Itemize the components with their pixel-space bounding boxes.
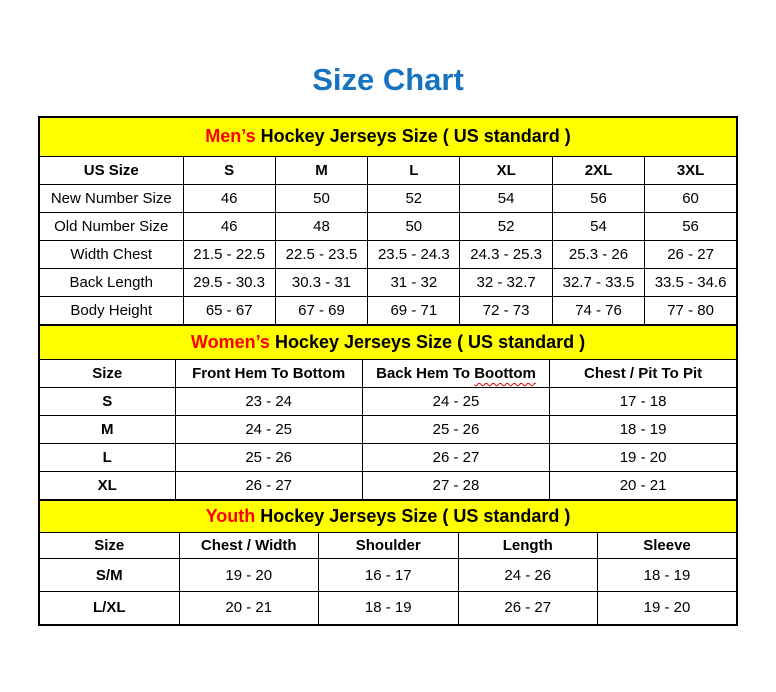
mens-banner-highlight: Men’s (205, 126, 256, 147)
mens-header-cell: 2XL (552, 157, 644, 185)
mens-header-cell: L (368, 157, 460, 185)
mens-value-cell: 32.7 - 33.5 (552, 269, 644, 297)
womens-row-label: L (39, 444, 175, 472)
page-title: Size Chart (312, 62, 464, 97)
mens-value-cell: 24.3 - 25.3 (460, 241, 552, 269)
womens-value-cell: 18 - 19 (550, 416, 737, 444)
youth-header-cell: Length (458, 533, 598, 559)
womens-value-cell: 25 - 26 (175, 444, 362, 472)
womens-header-cell: Size (39, 360, 175, 388)
mens-value-cell: 67 - 69 (275, 297, 367, 325)
womens-row-label: M (39, 416, 175, 444)
womens-row (39, 388, 737, 416)
youth-value-cell: 24 - 26 (458, 559, 598, 592)
womens-value-cell: 19 - 20 (550, 444, 737, 472)
womens-banner-text: Hockey Jerseys Size ( US standard ) (269, 331, 586, 352)
mens-value-cell: 22.5 - 23.5 (275, 241, 367, 269)
womens-value-cell: 26 - 27 (362, 444, 549, 472)
mens-value-cell: 54 (552, 213, 644, 241)
mens-row-label: New Number Size (39, 185, 183, 213)
mens-row (39, 213, 737, 241)
mens-value-cell: 26 - 27 (645, 241, 737, 269)
mens-value-cell: 30.3 - 31 (275, 269, 367, 297)
youth-header-cell: Sleeve (598, 533, 738, 559)
youth-header-cell: Chest / Width (179, 533, 319, 559)
mens-banner-row (39, 117, 737, 157)
mens-value-cell: 72 - 73 (460, 297, 552, 325)
youth-size-table (38, 499, 738, 626)
mens-value-cell: 46 (183, 213, 275, 241)
mens-row (39, 297, 737, 325)
youth-row (39, 559, 737, 592)
womens-value-cell: 24 - 25 (175, 416, 362, 444)
mens-row-label: Body Height (39, 297, 183, 325)
mens-value-cell: 56 (552, 185, 644, 213)
womens-value-cell: 26 - 27 (175, 472, 362, 500)
youth-value-cell: 18 - 19 (319, 592, 459, 625)
mens-value-cell: 65 - 67 (183, 297, 275, 325)
mens-value-cell: 52 (460, 213, 552, 241)
womens-value-cell: 27 - 28 (362, 472, 549, 500)
youth-banner-text: Hockey Jerseys Size ( US standard ) (255, 505, 571, 526)
mens-value-cell: 56 (645, 213, 737, 241)
mens-row (39, 185, 737, 213)
mens-header-cell: 3XL (645, 157, 737, 185)
mens-header-cell: US Size (39, 157, 183, 185)
mens-row-label: Old Number Size (39, 213, 183, 241)
youth-header-cell: Size (39, 533, 179, 559)
mens-value-cell: 77 - 80 (645, 297, 737, 325)
womens-header-cell: Front Hem To Bottom (175, 360, 362, 388)
mens-row (39, 241, 737, 269)
youth-value-cell: 20 - 21 (179, 592, 319, 625)
youth-banner-row (39, 500, 737, 533)
womens-row (39, 444, 737, 472)
youth-banner (39, 500, 737, 533)
womens-size-table (38, 324, 738, 501)
womens-value-cell: 24 - 25 (362, 388, 549, 416)
womens-row-label: S (39, 388, 175, 416)
mens-value-cell: 31 - 32 (368, 269, 460, 297)
womens-value-cell: 25 - 26 (362, 416, 549, 444)
mens-value-cell: 46 (183, 185, 275, 213)
youth-header-cell: Shoulder (319, 533, 459, 559)
womens-row-label: XL (39, 472, 175, 500)
youth-value-cell: 18 - 19 (598, 559, 738, 592)
youth-value-cell: 19 - 20 (598, 592, 738, 625)
womens-value-cell: 23 - 24 (175, 388, 362, 416)
youth-row-label: L/XL (39, 592, 179, 625)
mens-header-row (39, 157, 737, 185)
youth-value-cell: 26 - 27 (458, 592, 598, 625)
youth-header-row (39, 533, 737, 559)
womens-row (39, 472, 737, 500)
mens-value-cell: 21.5 - 22.5 (183, 241, 275, 269)
mens-value-cell: 52 (368, 185, 460, 213)
youth-row (39, 592, 737, 625)
mens-value-cell: 69 - 71 (368, 297, 460, 325)
mens-value-cell: 25.3 - 26 (552, 241, 644, 269)
youth-banner-highlight: Youth (205, 505, 256, 526)
size-tables (38, 116, 738, 626)
mens-header-cell: M (275, 157, 367, 185)
header-text: Back Hem To (376, 365, 475, 383)
misspelled-word: Boottom (474, 365, 536, 383)
mens-value-cell: 60 (645, 185, 737, 213)
mens-value-cell: 74 - 76 (552, 297, 644, 325)
womens-banner (39, 325, 737, 360)
mens-value-cell: 50 (368, 213, 460, 241)
mens-row-label: Width Chest (39, 241, 183, 269)
youth-value-cell: 16 - 17 (319, 559, 459, 592)
mens-header-cell: XL (460, 157, 552, 185)
mens-row-label: Back Length (39, 269, 183, 297)
mens-value-cell: 23.5 - 24.3 (368, 241, 460, 269)
womens-value-cell: 17 - 18 (550, 388, 737, 416)
mens-banner (39, 117, 737, 157)
womens-row (39, 416, 737, 444)
mens-row (39, 269, 737, 297)
womens-header-cell: Chest / Pit To Pit (550, 360, 737, 388)
womens-banner-row (39, 325, 737, 360)
youth-value-cell: 19 - 20 (179, 559, 319, 592)
womens-banner-highlight: Women’s (190, 331, 270, 352)
mens-value-cell: 33.5 - 34.6 (645, 269, 737, 297)
womens-header-row (39, 360, 737, 388)
womens-value-cell: 20 - 21 (550, 472, 737, 500)
mens-value-cell: 32 - 32.7 (460, 269, 552, 297)
mens-value-cell: 50 (275, 185, 367, 213)
mens-value-cell: 54 (460, 185, 552, 213)
mens-header-cell: S (183, 157, 275, 185)
mens-size-table (38, 116, 738, 326)
mens-value-cell: 48 (275, 213, 367, 241)
youth-row-label: S/M (39, 559, 179, 592)
womens-header-cell (362, 360, 549, 388)
mens-value-cell: 29.5 - 30.3 (183, 269, 275, 297)
mens-banner-text: Hockey Jerseys Size ( US standard ) (255, 126, 571, 147)
